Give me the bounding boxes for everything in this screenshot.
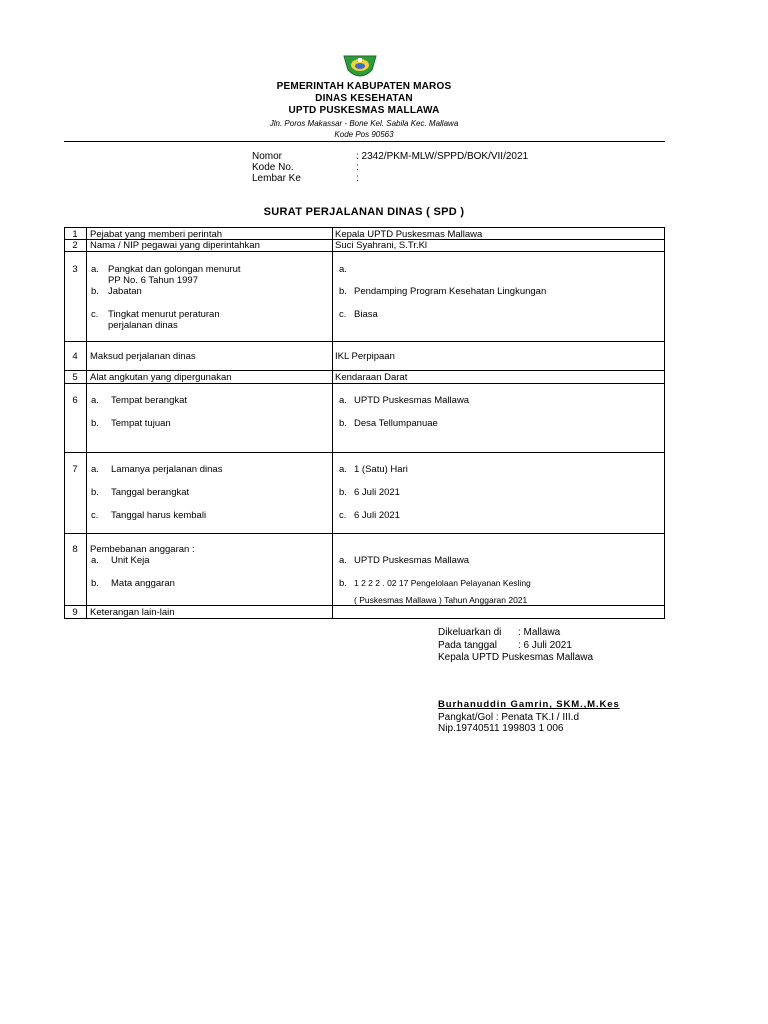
- header-postal-code: Kode Pos 90563: [334, 130, 394, 139]
- row-number: 8: [72, 544, 78, 555]
- budget-code: 1 2 2 2 . 02 17: [354, 578, 409, 588]
- row-value: Biasa: [354, 309, 378, 320]
- signer-name: Burhanuddin Gamrin, SKM.,M.Kes: [438, 699, 620, 710]
- row-value: Desa Tellumpanuae: [354, 418, 438, 429]
- row-label: Maksud perjalanan dinas: [90, 351, 196, 362]
- row-label: Pangkat dan golongan menurut: [108, 264, 241, 275]
- row-value: 6 Juli 2021: [354, 487, 400, 498]
- row-label: Tanggal berangkat: [111, 487, 190, 498]
- row-value: UPTD Puskesmas Mallawa: [354, 555, 470, 566]
- row-divider: [65, 370, 664, 371]
- row-label: Nama / NIP pegawai yang diperintahkan: [90, 240, 260, 251]
- row-number: 5: [72, 372, 78, 383]
- item-marker: b.: [339, 487, 347, 498]
- header-address: Jln. Poros Makassar - Bone Kel. Sabila Kec. Mallawa: [269, 119, 459, 128]
- item-marker: a.: [339, 464, 347, 475]
- signer-nip: Nip.19740511 199803 1 006: [438, 723, 564, 734]
- row-label: Pembebanan anggaran :: [90, 544, 195, 555]
- item-marker: b.: [91, 286, 99, 297]
- header-institution: UPTD PUSKESMAS MALLAWA: [288, 105, 440, 116]
- row-label: Tempat berangkat: [111, 395, 188, 406]
- row-label: Tanggal harus kembali: [111, 510, 207, 521]
- column-divider: [332, 228, 333, 618]
- row-label: Keterangan lain-lain: [90, 607, 175, 618]
- issued-at-label: Dikeluarkan di: [438, 627, 502, 638]
- column-divider: [86, 228, 87, 618]
- lembar-label: Lembar Ke: [252, 173, 301, 184]
- row-value: Suci Syahrani, S.Tr.Kl: [335, 240, 428, 251]
- row-label: perjalanan dinas: [108, 320, 178, 331]
- item-marker: c.: [91, 309, 99, 320]
- row-label: Jabatan: [108, 286, 142, 297]
- row-value: IKL Perpipaan: [335, 351, 395, 362]
- nomor-label: Nomor: [252, 151, 283, 162]
- row-divider: [65, 251, 664, 252]
- item-marker: a.: [339, 555, 347, 566]
- row-number: 4: [72, 351, 78, 362]
- row-label: Mata anggaran: [111, 578, 175, 589]
- item-marker: b.: [91, 418, 99, 429]
- row-number: 6: [72, 395, 78, 406]
- row-divider: [65, 341, 664, 342]
- item-marker: c.: [91, 510, 99, 521]
- header-department: DINAS KESEHATAN: [315, 93, 413, 104]
- row-divider: [65, 383, 664, 384]
- lembar-value: :: [356, 173, 359, 184]
- row-value: Kepala UPTD Puskesmas Mallawa: [335, 229, 483, 240]
- issued-at-value: : Mallawa: [518, 627, 561, 638]
- row-label: Unit Keja: [111, 555, 150, 566]
- item-marker: b.: [339, 418, 347, 429]
- row-value: Pendamping Program Kesehatan Lingkungan: [354, 286, 547, 297]
- item-marker: a.: [91, 464, 99, 475]
- issued-date-label: Pada tanggal: [438, 640, 497, 651]
- header-divider: [64, 141, 665, 142]
- row-label: Tempat tujuan: [111, 418, 171, 429]
- signer-position: Kepala UPTD Puskesmas Mallawa: [438, 652, 594, 663]
- spd-table: [64, 227, 665, 619]
- row-label: Lamanya perjalanan dinas: [111, 464, 223, 475]
- row-label: Pejabat yang memberi perintah: [90, 229, 223, 240]
- kode-label: Kode No.: [252, 162, 294, 173]
- row-divider: [65, 533, 664, 534]
- item-marker: a.: [91, 395, 99, 406]
- item-marker: a.: [91, 555, 99, 566]
- row-number: 3: [72, 264, 78, 275]
- row-number: 2: [72, 240, 78, 251]
- government-logo-icon: [342, 54, 378, 80]
- document-title: SURAT PERJALANAN DINAS ( SPD ): [263, 206, 465, 218]
- row-label: PP No. 6 Tahun 1997: [108, 275, 198, 286]
- row-label: Alat angkutan yang dipergunakan: [90, 372, 232, 383]
- row-number: 1: [72, 229, 78, 240]
- row-divider: [65, 452, 664, 453]
- row-value: Kendaraan Darat: [335, 372, 408, 383]
- item-marker: c.: [339, 309, 347, 320]
- row-number: 9: [72, 607, 78, 618]
- row-number: 7: [72, 464, 78, 475]
- row-value: ( Puskesmas Mallawa ) Tahun Anggaran 2021: [354, 595, 528, 605]
- signer-rank: Pangkat/Gol : Penata TK.I / III.d: [438, 712, 580, 723]
- row-value: 1 (Satu) Hari: [354, 464, 408, 475]
- issued-date-value: : 6 Juli 2021: [518, 640, 572, 651]
- item-marker: a.: [91, 264, 99, 275]
- item-marker: b.: [91, 578, 99, 589]
- item-marker: b.: [91, 487, 99, 498]
- kode-value: :: [356, 162, 359, 173]
- item-marker: b.: [339, 578, 347, 589]
- nomor-value: : 2342/PKM-MLW/SPPD/BOK/VII/2021: [356, 151, 529, 162]
- row-value: UPTD Puskesmas Mallawa: [354, 395, 470, 406]
- item-marker: b.: [339, 286, 347, 297]
- row-value: [354, 578, 531, 589]
- row-value: 6 Juli 2021: [354, 510, 400, 521]
- item-marker: a.: [339, 264, 347, 275]
- budget-program: Pengelolaan Pelayanan Kesling: [410, 578, 531, 588]
- item-marker: a.: [339, 395, 347, 406]
- row-label: Tingkat menurut peraturan: [108, 309, 220, 320]
- header-government: PEMERINTAH KABUPATEN MAROS: [276, 81, 452, 92]
- item-marker: c.: [339, 510, 347, 521]
